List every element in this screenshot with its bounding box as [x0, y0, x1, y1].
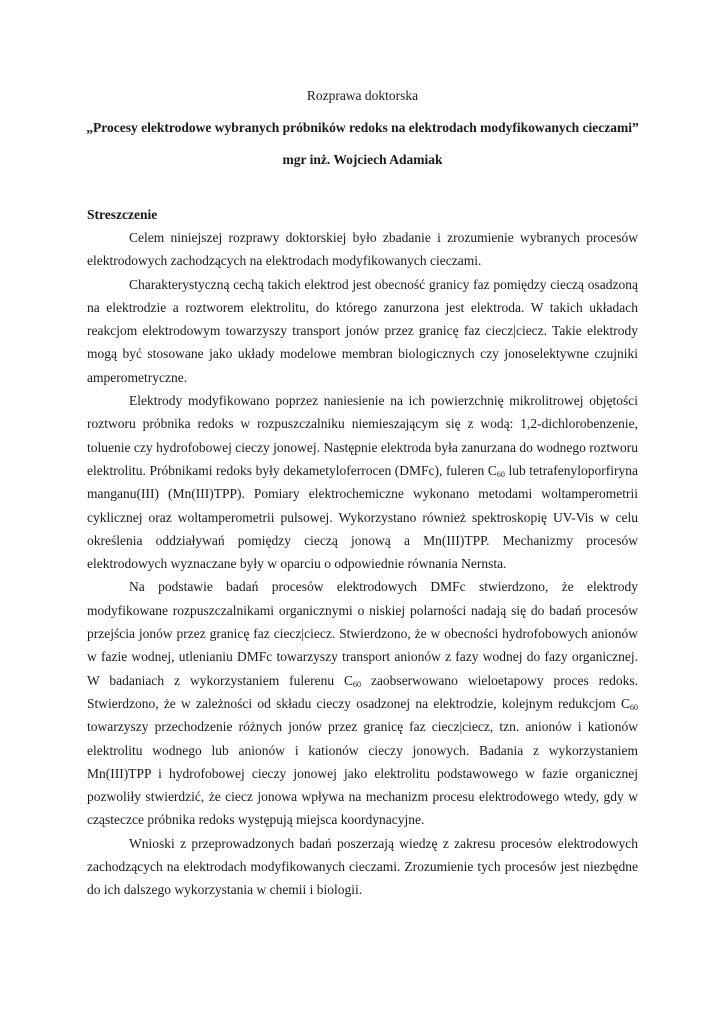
subscript-60: 60: [353, 679, 362, 689]
section-heading: Streszczenie: [87, 207, 158, 222]
paragraph-1: Celem niniejszej rozprawy doktorskiej było zbadanie i zrozumienie wybranych procesów elektrodowych zachodzących na elektrodach modyfikowanych cieczami.: [87, 230, 638, 269]
paragraph-4-text-1: Na podstawie badań procesów elektrodowych DMFc stwierdzono, że elektrody modyfikowane rozpuszczalnikami organicznymi o niskiej polarności nadają się do badań procesów przejścia jonów przez granicę faz ciecz|ciecz. Stwierdzono, że w obecności hydrofobowych anionów w fazie wodnej, utlenianiu DMFc towarzyszy transport anionów z fazy wodnej do fazy organicznej. W badaniach z wykorzystaniem fulerenu C: [87, 579, 638, 688]
paragraph-5: Wnioski z przeprowadzonych badań poszerzają wiedzę z zakresu procesów elektrodowych zachodzących na elektrodach modyfikowanych cieczami. Zrozumienie tych procesów jest niezbędne do ich dalszego wykorzystania w chemii i biologii.: [87, 835, 638, 898]
paragraph-3-text-1: Elektrody modyfikowano poprzez naniesienie na ich powierzchnię mikrolitrowej objętości roztworu próbnika redoks w rozpuszczalniku niemieszającym się z wodą: 1,2-dichlorobenzenie, toluenie czy hydrofobowej cieczy jonowej. Następnie elektroda była zanurzana do wodnego roztworu elektrolitu. Próbnikami redoks były dekametyloferrocen (DMFc), fuleren C: [87, 393, 638, 478]
paragraph-2: Charakterystyczną cechą takich elektrod jest obecność granicy faz pomiędzy cieczą osadzoną na elektrodzie a roztworem elektrolitu, do którego zanurzona jest elektroda. W takich układach reakcjom elektrodowym towarzyszy transport jonów przez granicę faz ciecz|ciecz. Takie elektrody mogą być stosowane jako układy modelowe membran biologicznych czy jonoselektywne czujniki amperometryczne.: [87, 276, 638, 385]
author-name: mgr inż. Wojciech Adamiak: [282, 152, 443, 167]
abstract-body: [87, 226, 638, 902]
paragraph-4-text-3: towarzyszy przechodzenie różnych jonów przez granicę faz ciecz|ciecz, tzn. anionów i kationów elektrolitu wodnego lub anionów i kationów cieczy jonowych. Badania z wykorzystaniem Mn(III)TPP i hydrofobowej cieczy jonowej jako elektrolitu podstawowego w fazie organicznej pozwoliły stwierdzić, że ciecz jonowa wpływa na mechanizm procesu elektrodowego wtedy, gdy w cząsteczce próbnika redoks występują miejsca koordynacyjne.: [87, 719, 638, 828]
dissertation-title: „Procesy elektrodowe wybranych próbników redoks na elektrodach modyfikowanych cieczami”: [86, 120, 639, 135]
document-type: Rozprawa doktorska: [306, 88, 419, 103]
subscript-60: 60: [496, 469, 505, 479]
subscript-60: 60: [630, 702, 638, 712]
paragraph-4: [87, 575, 638, 831]
paragraph-3: [87, 389, 638, 575]
paragraph-3-text-2: lub tetrafenyloporfiryna manganu(III) (Mn(III)TPP). Pomiary elektrochemiczne wykonano metodami woltamperometrii cyklicznej oraz woltamperometrii pulsowej. Wykorzystano również spektroskopię UV-Vis w celu określenia oddziaływań pomiędzy cieczą jonową a Mn(III)TPP. Mechanizmy procesów elektrodowych wyznaczane były w oparciu o odpowiednie równania Nernsta.: [87, 462, 638, 572]
paragraph-4-text-2: zaobserwowano wieloetapowy proces redoks. Stwierdzono, że w zależności od składu cieczy osadzonej na elektrodzie, kolejnym redukcjom C: [87, 672, 639, 711]
